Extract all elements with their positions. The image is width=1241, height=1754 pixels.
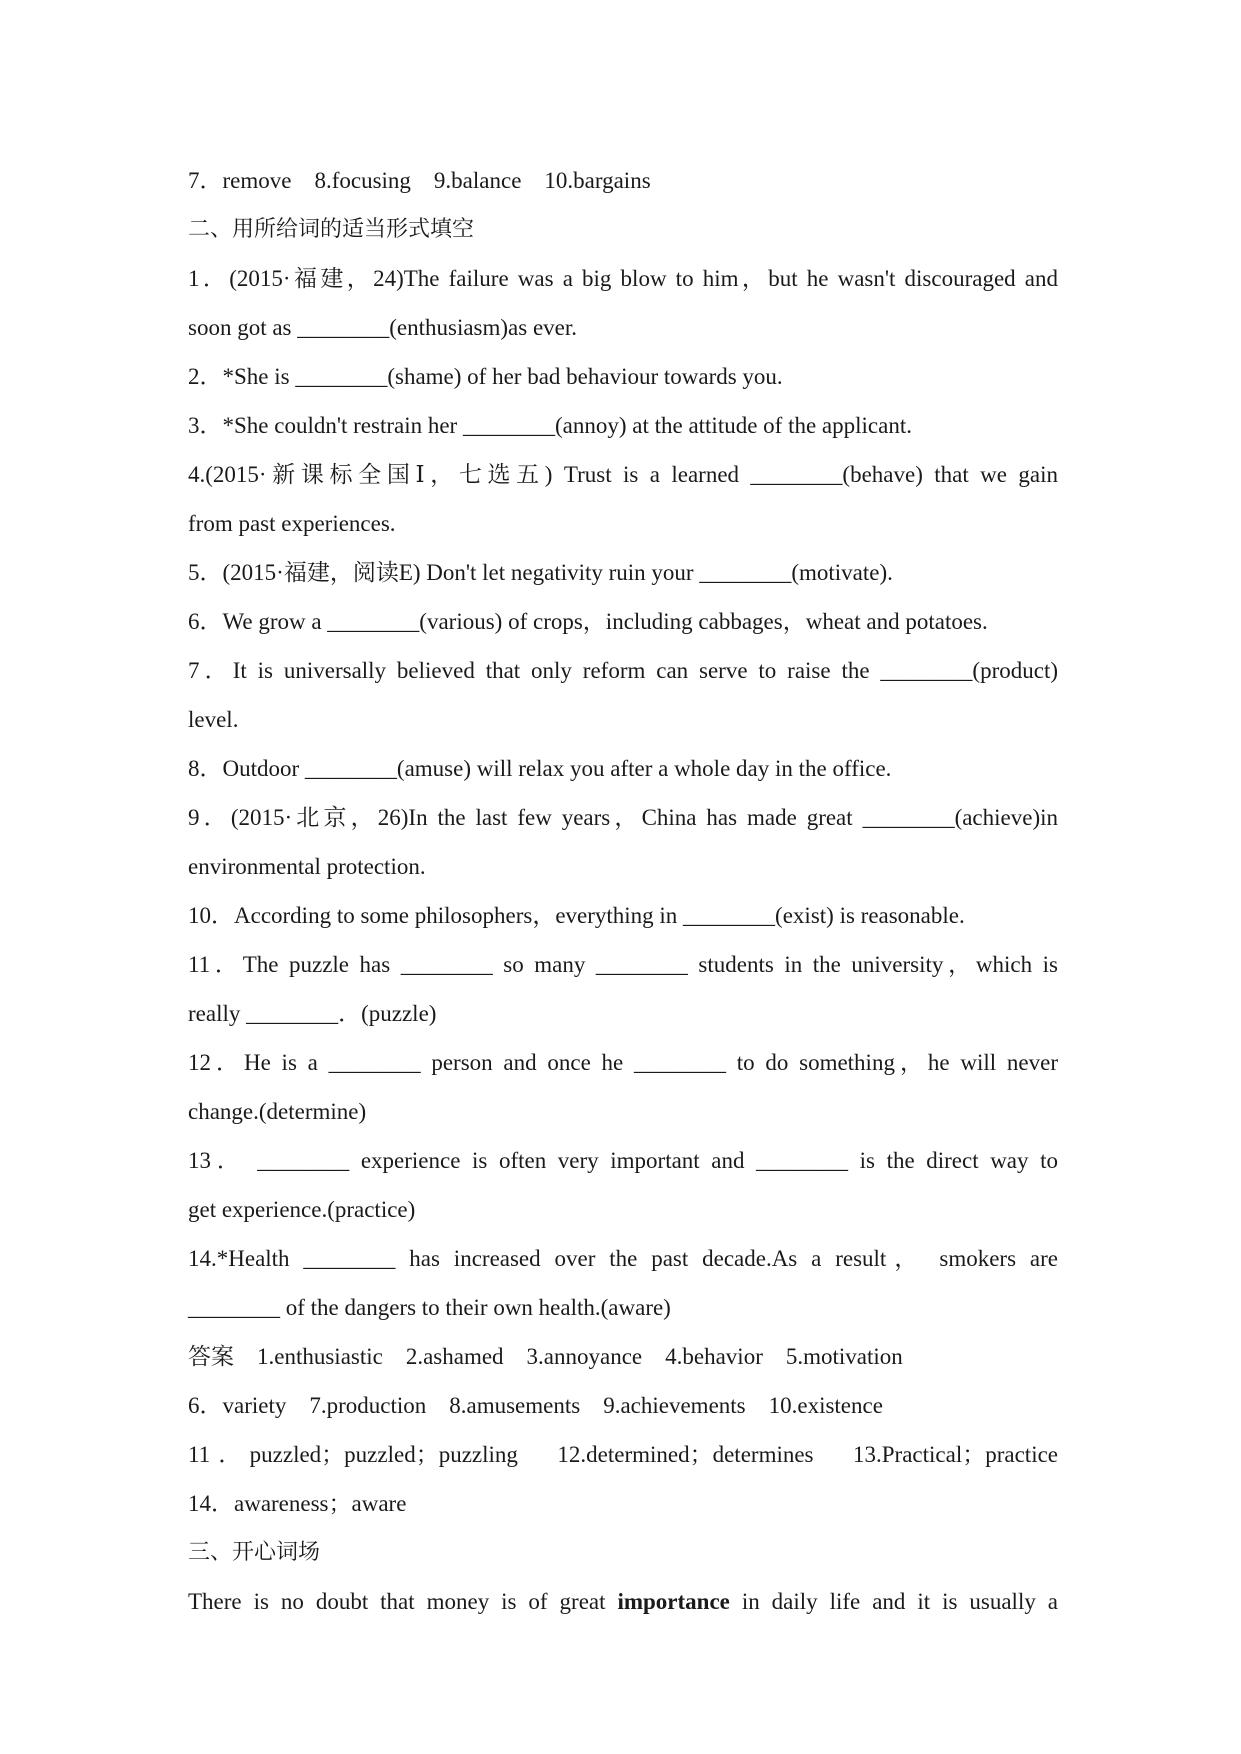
- text-line: level.: [188, 707, 239, 732]
- text-line: 12．He is a ________ person and once he ________ to do something，he will never: [188, 1050, 1058, 1075]
- paragraph-text: There is no doubt that money is of great: [188, 1589, 606, 1614]
- paragraph-text: in daily life and it is usually a: [741, 1589, 1058, 1614]
- text-line: 6．We grow a ________(various) of crops，including cabbages，wheat and potatoes.: [188, 609, 988, 634]
- text-line: ________ of the dangers to their own health.(aware): [188, 1295, 671, 1320]
- text-line: get experience.(practice): [188, 1197, 416, 1222]
- section-heading: 三、开心词场: [188, 1540, 321, 1565]
- text-line: from past experiences.: [188, 511, 396, 536]
- text-line: 4.(2015·新课标全国Ⅰ，七选五) Trust is a learned ________(behave) that we gain: [188, 462, 1058, 487]
- answer-line: 答案 1.enthusiastic 2.ashamed 3.annoyance 4.behavior 5.motivation: [188, 1344, 903, 1369]
- text-line: 5．(2015·福建，阅读E) Don't let negativity ruin your ________(motivate).: [188, 560, 893, 585]
- text-line: 13． ________ experience is often very important and ________ is the direct way to: [188, 1148, 1058, 1173]
- text-line: 11．The puzzle has ________ so many ________ students in the university，which is: [188, 952, 1058, 977]
- text-line: change.(determine): [188, 1099, 367, 1124]
- section-heading: 二、用所给词的适当形式填空: [188, 217, 475, 242]
- text-line: 7．It is universally believed that only reform can serve to raise the ________(product): [188, 658, 1058, 683]
- text-line: 14.*Health ________ has increased over the past decade.As a result， smokers are: [188, 1246, 1058, 1271]
- answer-line: 14．awareness；aware: [188, 1491, 407, 1516]
- text-line: 8．Outdoor ________(amuse) will relax you after a whole day in the office.: [188, 756, 892, 781]
- answer-line: 6．variety 7.production 8.amusements 9.achievements 10.existence: [188, 1393, 883, 1418]
- text-line: 3．*She couldn't restrain her ________(annoy) at the attitude of the applicant.: [188, 413, 912, 438]
- text-line: 10．According to some philosophers，everything in ________(exist) is reasonable.: [188, 903, 965, 928]
- text-line: environmental protection.: [188, 854, 426, 879]
- text-line: soon got as ________(enthusiasm)as ever.: [188, 315, 578, 340]
- text-line: really ________．(puzzle): [188, 1001, 437, 1026]
- text-line: 2．*She is ________(shame) of her bad behaviour towards you.: [188, 364, 783, 389]
- bold-word: importance: [617, 1589, 730, 1614]
- answer-line: 11．puzzled；puzzled；puzzling 12.determined；determines 13.Practical；practice: [188, 1442, 1058, 1467]
- text-line: 1．(2015·福建，24)The failure was a big blow to him，but he wasn't discouraged and: [188, 266, 1058, 291]
- paragraph-line: [188, 1577, 1058, 1626]
- text-line: 9．(2015·北京，26)In the last few years，China has made great ________(achieve)in: [188, 805, 1058, 830]
- document-page: [188, 156, 1058, 1626]
- text-line: 7．remove 8.focusing 9.balance 10.bargains: [188, 168, 651, 193]
